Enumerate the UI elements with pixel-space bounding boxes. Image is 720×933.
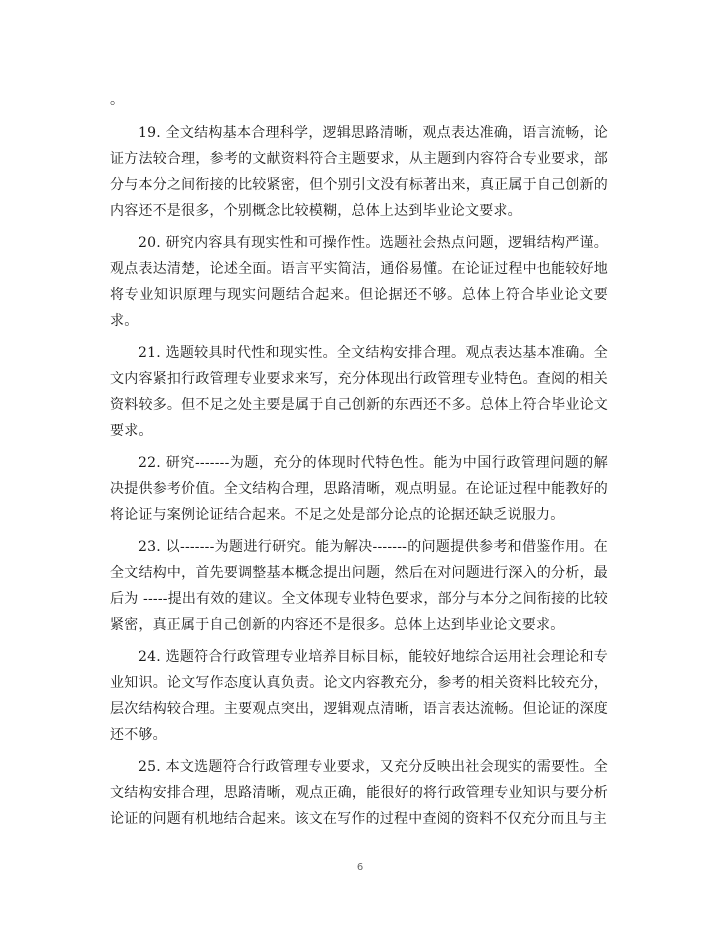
continuation-fragment: 。 xyxy=(110,92,124,108)
comment-paragraph-20: 20. 研究内容具有现实性和可操作性。选题社会热点问题，逻辑结构严谨。观点表达清楚，论述全面。语言平实简洁，通俗易懂。在论证过程中也能较好地将专业知识原理与现实问题结合起来。但论据还不够。总体上符合毕业论文要求。 xyxy=(110,235,608,329)
comment-paragraph-23: 23. 以-------为题进行研究。能为解决-------的问题提供参考和借鉴作用。在全文结构中，首先要调整基本概念提出问题，然后在对问题进行深入的分析，最后为 -----提出有效的建议。全文体现专业特色要求，部分与本分之间衔接的比较紧密，真正属于自己创新的内容还不是很多。总体上达到毕业论文要求。 xyxy=(110,539,608,633)
comment-paragraph-25: 25. 本文选题符合行政管理专业要求，又充分反映出社会现实的需要性。全文结构安排合理，思路清晰，观点正确，能很好的将行政管理专业知识与要分析论证的问题有机地结合起来。该文在写作的过程中查阅的资料不仅充分而且与主 xyxy=(110,759,608,827)
comment-paragraph-19: 19. 全文结构基本合理科学，逻辑思路清晰，观点表达准确，语言流畅，论证方法较合理，参考的文献资料符合主题要求，从主题到内容符合专业要求，部分与本分之间衔接的比较紧密，但个别引文没有标著出来，真正属于自己创新的内容还不是很多，个别概念比较模糊，总体上达到毕业论文要求。 xyxy=(110,125,608,219)
comment-paragraph-21: 21. 选题较具时代性和现实性。全文结构安排合理。观点表达基本准确。全文内容紧扣行政管理专业要求来写，充分体现出行政管理专业特色。查阅的相关资料较多。但不足之处主要是属于自己创新的东西还不多。总体上符合毕业论文要求。 xyxy=(110,345,608,439)
comment-paragraph-22: 22. 研究-------为题，充分的体现时代特色性。能为中国行政管理问题的解决提供参考价值。全文结构合理，思路清晰，观点明显。在论证过程中能教好的将论证与案例论证结合起来。不足之处是部分论点的论据还缺乏说服力。 xyxy=(110,455,608,523)
page-number: 6 xyxy=(356,862,364,873)
comment-paragraph-24: 24. 选题符合行政管理专业培养目标目标，能较好地综合运用社会理论和专业知识。论文写作态度认真负责。论文内容教充分，参考的相关资料比较充分，层次结构较合理。主要观点突出，逻辑观点清晰，语言表达流畅。但论证的深度还不够。 xyxy=(110,649,608,743)
page-body xyxy=(110,88,608,838)
